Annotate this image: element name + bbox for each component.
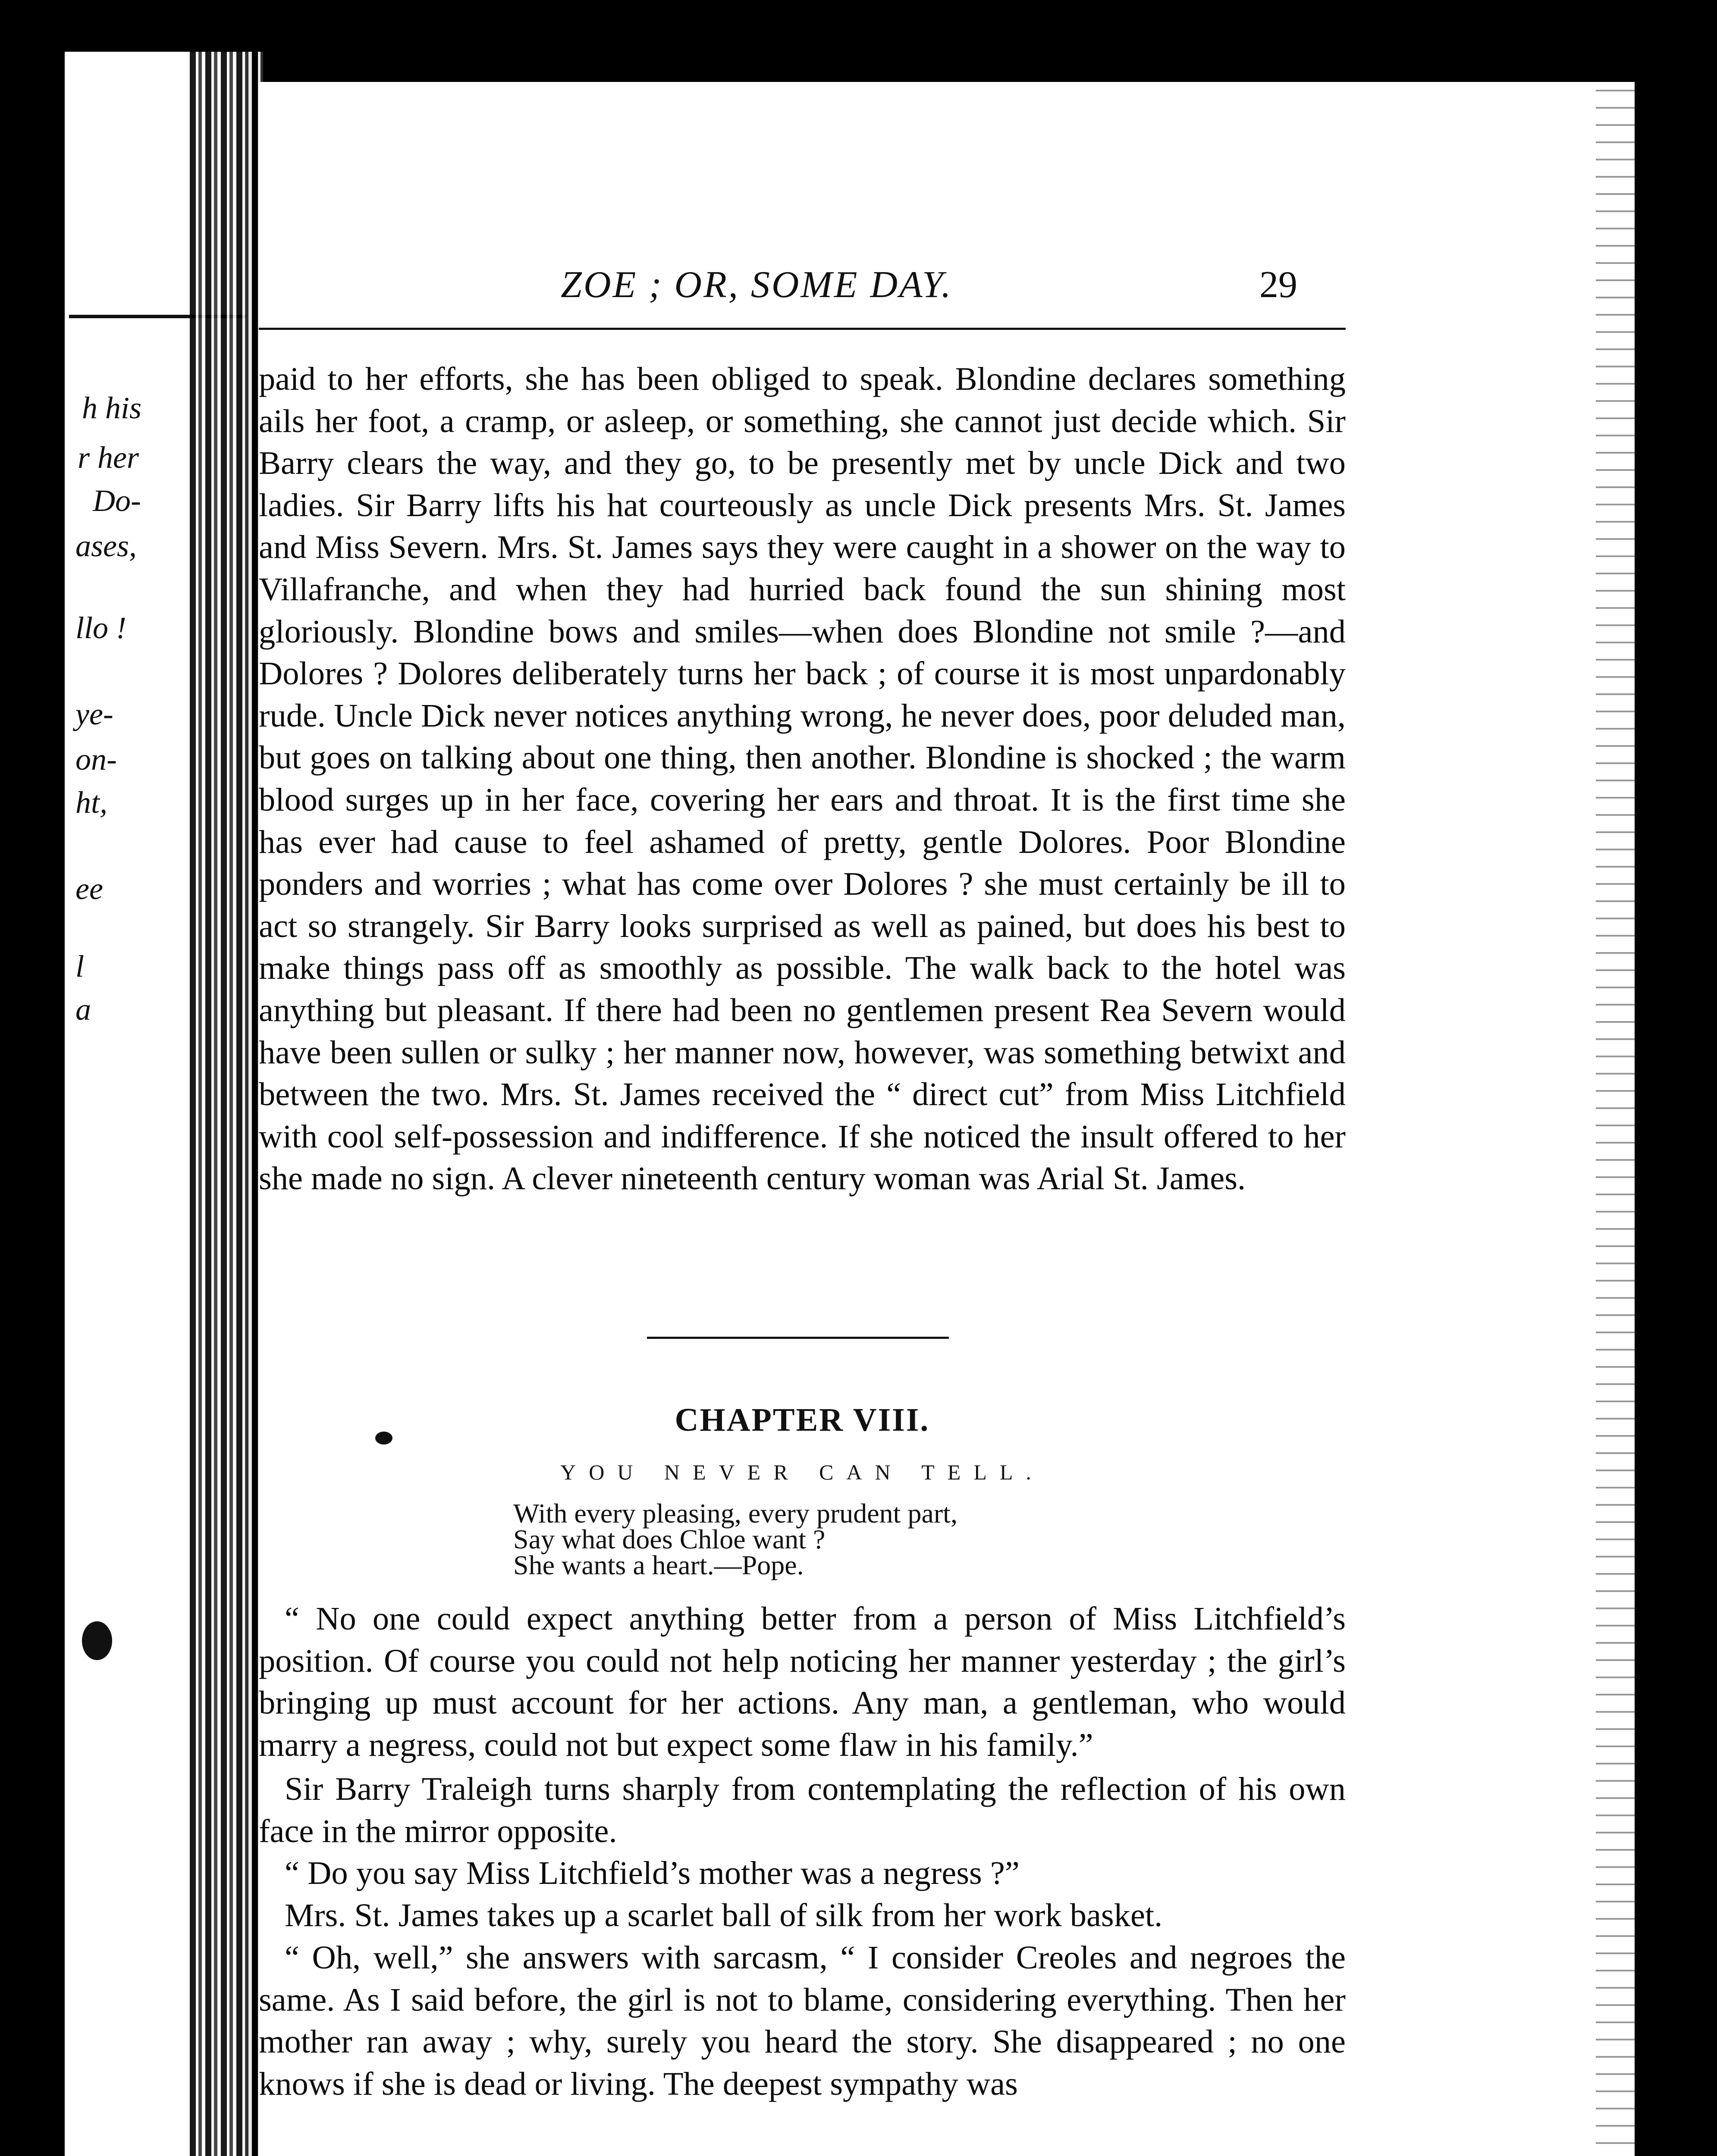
ink-speck <box>375 1432 392 1445</box>
page-right-edge <box>1596 82 1635 2156</box>
paragraph-5: Mrs. St. James takes up a scarlet ball of silk from her work basket. <box>285 1897 1163 1934</box>
left-page-fragment: Do- <box>93 483 141 518</box>
left-page-fragment: ases, <box>75 529 137 563</box>
left-page-fragment: r her <box>78 440 139 475</box>
paragraph-1: paid to her efforts, she has been obliged to speak. Blondine declares something ails her foot, a cramp, or asleep, or something, she cannot just decide which. Sir Barry clears the way, and they go, to be presently met by uncle Dick and two ladies. Sir Barry lifts his hat courteously as uncle Dick presents Mrs. St. James and Miss Severn. Mrs. St. James says they were caught in a shower on the way to Villafranche, and when they had hurried back found the sun shining most gloriously. Blondine bows and smiles—when does Blondine not smile ?—and Dolores ? Dolores deliberately turns her back ; of course it is most unpardonably rude. Uncle Dick never notices anything wrong, he never does, poor deluded man, but goes on talking about one thing, then another. Blondine is shocked ; the warm blood surges up in her face, covering her ears and throat. It is the first time she has ever had cause to feel ashamed of pretty, gentle Dolores. Poor Blondine ponders and worries ; what has come over Dolores ? she must certainly be ill to act so strangely. Sir Barry looks surprised as well as pained, but does his best to make things pass off as smoothly as possible. The walk back to the hotel was anything but pleasant. If there had been no gentlemen present Rea Severn would have been sullen or sulky ; her manner now, however, was something betwixt and between the two. Mrs. St. James received the “ direct cut” from Miss Litchfield with cool self-possession and indifference. If she noticed the insult offered to her she made no sign. A clever nineteenth century woman was Arial St. James. <box>259 360 1346 1197</box>
left-page-fragment: l <box>75 949 85 984</box>
chapter-subtitle: YOU NEVER CAN TELL. <box>560 1460 1044 1484</box>
paragraph-3: Sir Barry Traleigh turns sharply from contemplating the reflection of his own face in the mirror opposite. <box>259 1771 1346 1849</box>
ink-speck <box>82 1621 112 1660</box>
header-rule <box>259 328 1346 330</box>
left-page-fragment: ee <box>75 871 103 906</box>
paragraph-6: “ Oh, well,” she answers with sarcasm, “ I consider Creoles and negroes the same. As I said before, the girl is not to blame, considering everything. Then her mother ran away ; why, surely you heard the story. She disappeared ; no one knows if she is dead or living. The deepest sympathy was <box>259 1939 1346 2102</box>
epigraph <box>513 1498 957 1580</box>
left-page-fragment: h his <box>82 391 142 425</box>
paragraph-2: “ No one could expect anything better from a person of Miss Litchfield’s position. Of course you could not help noticing her manner yesterday ; the girl’s bringing up must account for her actions. Any man, a gentleman, who would marry a negress, could not but expect some flaw in his family.” <box>259 1600 1346 1763</box>
page-number: 29 <box>1259 264 1297 306</box>
epigraph-line: She wants a heart.—Pope. <box>513 1550 804 1580</box>
chapter-title: CHAPTER VIII. <box>675 1402 930 1438</box>
paragraph-4: “ Do you say Miss Litchfield’s mother was a negress ?” <box>285 1855 1020 1891</box>
section-divider <box>647 1337 949 1339</box>
epigraph-line: Say what does Chloe want ? <box>513 1524 826 1554</box>
left-page-fragment: ht, <box>75 785 108 820</box>
left-page-fragment: on- <box>75 742 117 777</box>
running-title: ZOE ; OR, SOME DAY. <box>561 264 953 306</box>
book-gutter <box>190 52 263 2156</box>
left-page-fragment: llo ! <box>75 611 126 645</box>
left-page-fragment: ye- <box>75 697 113 731</box>
epigraph-line: With every pleasing, every prudent part, <box>513 1498 957 1529</box>
left-page-fragment: a <box>75 992 91 1027</box>
